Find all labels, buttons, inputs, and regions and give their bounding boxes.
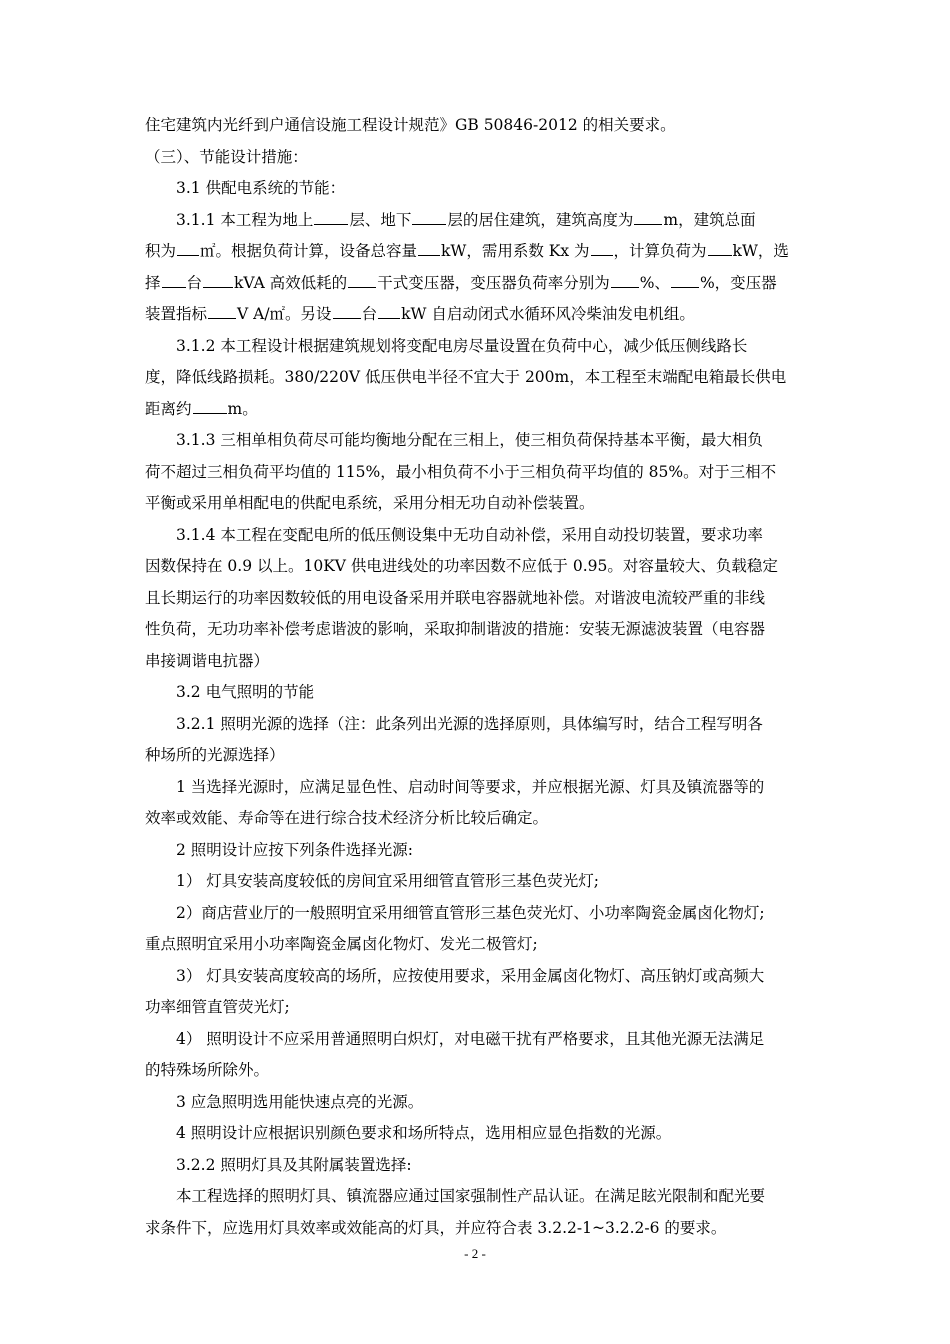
text-line: 2 照明设计应按下列条件选择光源: <box>176 840 414 859</box>
fill-blank <box>203 272 233 288</box>
fill-blank <box>208 303 236 319</box>
text-line: 4 照明设计应根据识别颜色要求和场所特点，选用相应显色指数的光源。 <box>176 1124 672 1142</box>
section-heading: （三）、节能设计措施： <box>145 147 308 166</box>
text-fragment: kW，选 <box>732 242 789 260</box>
text-line-with-blanks <box>145 236 805 268</box>
text-line: 1 当选择光源时，应满足显色性、启动时间等要求，并应根据光源、灯具及镇流器等的 <box>176 777 765 796</box>
text-line: 荷不超过三相负荷平均值的 115%，最小相负荷不小于三相负荷平均值的 85%。对于三相不 <box>145 462 777 481</box>
text-fragment: 3.1.1 本工程为地上 <box>176 210 314 229</box>
subsection-heading: 3.2 电气照明的节能 <box>176 683 315 701</box>
text-fragment: kW 自启动闭式水循环风冷柴油发电机组。 <box>401 305 695 323</box>
list-item: 2）商店营业厅的一般照明宜采用细管直管形三基色荧光灯、小功率陶瓷金属卤化物灯; <box>176 903 765 922</box>
text-line: 且长期运行的功率因数较低的用电设备采用并联电容器就地补偿。对谐波电流较严重的非线 <box>145 588 766 607</box>
text-fragment: 台 <box>186 273 203 292</box>
text-fragment: 积为 <box>145 242 177 260</box>
fill-blank <box>333 303 361 319</box>
body-text <box>145 110 805 1244</box>
text-fragment: 层的居住建筑，建筑高度为 <box>447 210 634 229</box>
list-item: 1） 灯具安装高度较低的房间宜采用细管直管形三基色荧光灯; <box>176 872 600 890</box>
fill-blank <box>193 398 227 414</box>
text-line: 重点照明宜采用小功率陶瓷金属卤化物灯、发光二极管灯; <box>145 935 538 953</box>
fill-blank <box>412 209 446 225</box>
text-line: 功率细管直管荧光灯; <box>145 998 290 1016</box>
text-fragment: V A/㎡。另设 <box>237 305 332 323</box>
text-line-with-blanks <box>145 205 805 237</box>
subsection-heading: 3.2.2 照明灯具及其附属装置选择: <box>176 1155 412 1174</box>
text-line: 度，降低线路损耗。380/220V 低压供电半径不宜大于 200m，本工程至末端配电箱最长供电 <box>145 368 787 386</box>
text-line: 串接调谐电抗器） <box>145 651 270 670</box>
text-line: 因数保持在 0.9 以上。10KV 供电进线处的功率因数不应低于 0.95。对容量较大、负载稳定 <box>145 557 778 575</box>
text-fragment: ，计算负荷为 <box>613 242 707 260</box>
subsection-heading: 3.1 供配电系统的节能： <box>176 179 346 197</box>
text-line: 3.1.3 三相单相负荷尽可能均衡地分配在三相上，使三相负荷保持基本平衡，最大相负 <box>176 431 763 449</box>
text-fragment: ㎡。根据负荷计算，设备总容量 <box>200 242 418 260</box>
text-fragment: 择 <box>145 273 161 292</box>
text-line: 的特殊场所除外。 <box>145 1061 270 1079</box>
fill-blank <box>378 303 400 319</box>
text-line: 3.2.1 照明光源的选择（注：此条列出光源的选择原则，具体编写时，结合工程写明各 <box>176 714 763 733</box>
text-line-with-blanks <box>145 394 805 426</box>
text-line-with-blanks <box>145 299 805 331</box>
text-line: 效率或效能、寿命等在进行综合技术经济分析比较后确定。 <box>145 809 549 827</box>
fill-blank <box>314 209 348 225</box>
fill-blank <box>177 240 199 256</box>
text-line: 平衡或采用单相配电的供配电系统，采用分相无功自动补偿装置。 <box>145 494 595 512</box>
text-fragment: 距离约 <box>145 399 192 418</box>
page-number: - 2 - <box>464 1246 486 1261</box>
list-item: 4） 照明设计不应采用普通照明白炽灯，对电磁干扰有严格要求，且其他光源无法满足 <box>176 1029 765 1048</box>
text-line: 种场所的光源选择） <box>145 746 285 764</box>
text-line: 性负荷，无功功率补偿考虑谐波的影响，采取抑制谐波的措施：安装无源滤波装置（电容器 <box>145 620 766 638</box>
fill-blank <box>418 240 440 256</box>
fill-blank <box>611 272 639 288</box>
text-fragment: kVA 高效低耗的 <box>234 273 348 292</box>
text-fragment: kW，需用系数 Kx 为 <box>441 242 590 260</box>
text-fragment: m，建筑总面 <box>663 210 756 229</box>
text-fragment: 装置指标 <box>145 305 208 323</box>
text-fragment: m。 <box>227 399 258 418</box>
list-item: 3） 灯具安装高度较高的场所，应按使用要求，采用金属卤化物灯、高压钠灯或高频大 <box>176 966 765 985</box>
text-line: 3.1.2 本工程设计根据建筑规划将变配电房尽量设置在负荷中心，减少低压侧线路长 <box>176 336 748 355</box>
fill-blank <box>348 272 376 288</box>
text-fragment: 干式变压器，变压器负荷率分别为 <box>377 273 610 292</box>
text-fragment: %、 <box>639 273 670 292</box>
text-fragment: %，变压器 <box>699 273 777 292</box>
fill-blank <box>162 272 186 288</box>
text-line: 本工程选择的照明灯具、镇流器应通过国家强制性产品认证。在满足眩光限制和配光要 <box>176 1187 766 1205</box>
text-line: 3.1.4 本工程在变配电所的低压侧设集中无功自动补偿，采用自动投切装置，要求功率 <box>176 525 763 544</box>
text-fragment: 层、地下 <box>349 210 412 229</box>
text-line: 求条件下，应选用灯具效率或效能高的灯具，并应符合表 3.2.2-1~3.2.2-6 的要求。 <box>145 1218 727 1237</box>
text-line: 住宅建筑内光纤到户通信设施工程设计规范》GB 50846-2012 的相关要求。 <box>145 116 676 134</box>
text-fragment: 台 <box>361 305 378 323</box>
fill-blank <box>634 209 662 225</box>
fill-blank <box>591 240 613 256</box>
fill-blank <box>671 272 699 288</box>
text-line-with-blanks <box>145 268 805 300</box>
fill-blank <box>708 240 732 256</box>
text-line: 3 应急照明选用能快速点亮的光源。 <box>176 1092 424 1111</box>
